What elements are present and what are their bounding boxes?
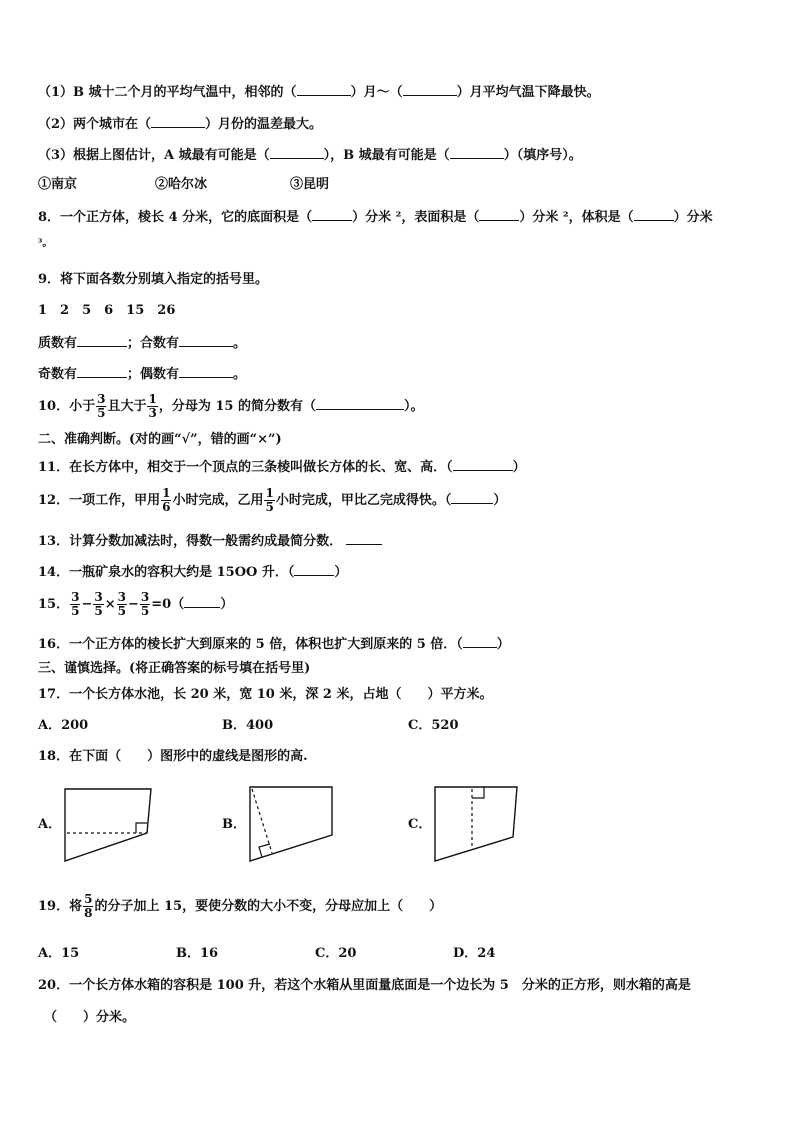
fraction-1-6: $\frac{1}{6}$ (162, 486, 171, 514)
q19-text-a: 19．将 (38, 899, 83, 914)
answer-blank[interactable] (294, 563, 334, 576)
q7-sub2-text-a: （2）两个城市在（ (38, 117, 152, 132)
q11-text-b: ） (512, 460, 526, 475)
q18-figure-c (430, 783, 522, 865)
q8 (38, 208, 713, 226)
q19-option-c[interactable]: C．20 (315, 946, 357, 961)
q13 (38, 532, 382, 550)
q19-text-b: 的分子加上 15，要使分数的大小不变，分母应加上（ ） (94, 899, 443, 914)
q7-sub3-text-b: ），B 城最有可能是（ (323, 148, 450, 163)
q9-even-label: ；偶数有 (127, 367, 180, 382)
q13-text-a: 13．计算分数加减法时，得数一般需约成最简分数． (38, 534, 343, 549)
q10-text-d: ）。 (403, 399, 424, 414)
q8-text-c: ）分米 ²，体积是（ (519, 210, 634, 225)
fraction-5-8: $\frac{5}{8}$ (84, 892, 93, 920)
answer-blank[interactable] (270, 146, 324, 159)
q19-option-a[interactable]: A．15 (38, 946, 80, 961)
q9-composite-label: ；合数有 (127, 336, 180, 351)
minus-sign: − (127, 597, 139, 612)
q14-text-a: 14．一瓶矿泉水的容积大约是 15OO 升．（ (38, 565, 295, 580)
q7-sub2 (38, 115, 322, 133)
section-2-heading (38, 432, 282, 448)
q15-label: 15． (38, 597, 70, 612)
answer-blank[interactable] (479, 208, 519, 221)
q10 (38, 392, 424, 422)
q7-sub1-text-a: （1）B 城十二个月的平均气温中，相邻的（ (38, 85, 297, 100)
fraction-3-5: $\frac{3}{5}$ (140, 590, 150, 618)
q18-option-b-label[interactable]: B． (222, 817, 246, 832)
q8-text-a: 8．一个正方体，棱长 4 分米，它的底面积是（ (38, 210, 313, 225)
q18-stem (38, 749, 308, 765)
q12-text-b: 小时完成，乙用 (172, 493, 264, 508)
q14-text-b: ） (334, 565, 348, 580)
answer-blank[interactable] (184, 595, 220, 608)
q12-text-a: 12．一项工作，甲用 (38, 493, 161, 508)
q8-text-e: ³。 (38, 238, 53, 249)
q8-text-d: ）分米 (673, 210, 713, 225)
q7-sub1 (38, 83, 600, 101)
q19-stem (38, 892, 442, 922)
fraction-3-5: $\frac{3}{5}$ (94, 590, 103, 618)
section-2-text: 二、准确判断。(对的画“√”，错的画“×”) (38, 432, 282, 447)
fraction-3-5: $\frac{3}{5}$ (97, 392, 106, 420)
q7-sub2-text-b: ）月份的温差最大。 (205, 117, 323, 132)
q16-text-b: ） (496, 637, 510, 652)
q17-stem (38, 687, 492, 703)
q8-unit-tail (38, 236, 52, 252)
q7-sub3 (38, 146, 582, 164)
answer-blank[interactable] (77, 365, 127, 378)
q9-title (38, 272, 268, 288)
answer-blank[interactable] (179, 334, 233, 347)
answer-blank[interactable] (346, 532, 382, 545)
q7-sub3-text-a: （3）根据上图估计，A 城最有可能是（ (38, 148, 270, 163)
answer-blank[interactable] (463, 635, 497, 648)
answer-blank[interactable] (316, 397, 404, 410)
q9-numbers-text: 1 2 5 6 15 26 (38, 303, 176, 318)
answer-blank[interactable] (450, 146, 504, 159)
fraction-3-5: $\frac{3}{5}$ (117, 590, 126, 618)
q10-text-c: ，分母为 15 的简分数有（ (158, 399, 316, 414)
q18-figure-b (245, 783, 337, 865)
q9-prime-composite (38, 334, 246, 352)
q15-equals: =0（ (151, 597, 185, 612)
q7-sub1-text-b: ）月～（ (350, 85, 403, 100)
q12 (38, 486, 506, 516)
q7-choice-1-text: ①南京 (38, 177, 78, 192)
q12-text-d: ） (493, 493, 507, 508)
q9-odd-even (38, 365, 246, 383)
q16 (38, 635, 510, 653)
section-3-heading (38, 661, 310, 677)
q7-choice-3 (290, 177, 329, 193)
fraction-3-5: $\frac{3}{5}$ (71, 590, 80, 618)
q9-end-mark: 。 (233, 336, 247, 351)
q11 (38, 458, 526, 476)
q10-text-b: 且大于 (107, 399, 147, 414)
q20-text-b: （ ）分米。 (44, 1010, 136, 1025)
fraction-1-3: $\frac{1}{3}$ (148, 392, 157, 420)
q7-choice-2-text: ②哈尔冰 (155, 177, 208, 192)
section-3-text: 三、谨慎选择。(将正确答案的标号填在括号里) (38, 661, 311, 676)
answer-blank[interactable] (151, 115, 205, 128)
q12-text-c: 小时完成，甲比乙完成得快。（ (275, 493, 452, 508)
q17-option-a[interactable]: A．200 (38, 718, 89, 733)
q17-option-c[interactable]: C．520 (408, 718, 459, 733)
answer-blank[interactable] (77, 334, 127, 347)
minus-sign: − (81, 597, 93, 612)
answer-blank[interactable] (451, 491, 493, 504)
q20-line-2 (44, 1010, 135, 1026)
q15 (38, 590, 233, 620)
q9-numbers (38, 303, 175, 319)
q7-sub3-text-c: ）（填序号）。 (503, 148, 582, 163)
q20-text-a: 20．一个长方体水箱的容积是 100 升，若这个水箱从里面量底面是一个边长为 5 分米的正方形，则水箱的高是 (38, 978, 691, 993)
fraction-1-5: $\frac{1}{5}$ (265, 486, 274, 514)
times-sign: × (104, 597, 116, 612)
q19-option-b[interactable]: B．16 (176, 946, 219, 961)
answer-blank[interactable] (634, 208, 674, 221)
answer-blank[interactable] (297, 83, 351, 96)
q17-stem-text: 17．一个长方体水池，长 20 米，宽 10 米，深 2 米，占地（ ）平方米。 (38, 687, 493, 702)
q18-figure-a (60, 785, 156, 865)
q9-end-mark: 。 (233, 367, 247, 382)
q7-choice-3-text: ③昆明 (290, 177, 330, 192)
q11-text-a: 11．在长方体中，相交于一个顶点的三条棱叫做长方体的长、宽、高．（ (38, 460, 453, 475)
q8-text-b: ）分米 ²，表面积是（ (352, 210, 480, 225)
q7-choice-2 (155, 177, 207, 193)
q19-option-d[interactable]: D．24 (453, 946, 496, 961)
answer-blank[interactable] (179, 365, 233, 378)
answer-blank[interactable] (312, 208, 352, 221)
q16-text-a: 16．一个正方体的棱长扩大到原来的 5 倍，体积也扩大到原来的 5 倍．（ (38, 637, 463, 652)
q9-prime-label: 质数有 (38, 336, 78, 351)
q20-line-1 (38, 978, 691, 994)
q17-option-b[interactable]: B．400 (222, 718, 274, 733)
q7-choice-1 (38, 177, 77, 193)
q18-stem-text: 18．在下面（ ）图形中的虚线是图形的高. (38, 749, 308, 764)
q9-title-text: 9．将下面各数分别填入指定的括号里。 (38, 272, 269, 287)
q10-text-a: 10．小于 (38, 399, 96, 414)
q14 (38, 563, 347, 581)
q15-text-b: ） (220, 597, 234, 612)
q18-option-c-label[interactable]: C． (408, 817, 432, 832)
answer-blank[interactable] (453, 458, 513, 471)
q18-option-a-label[interactable]: A． (38, 817, 62, 832)
answer-blank[interactable] (403, 83, 457, 96)
q9-odd-label: 奇数有 (38, 367, 78, 382)
q7-sub1-text-c: ）月平均气温下降最快。 (456, 85, 600, 100)
